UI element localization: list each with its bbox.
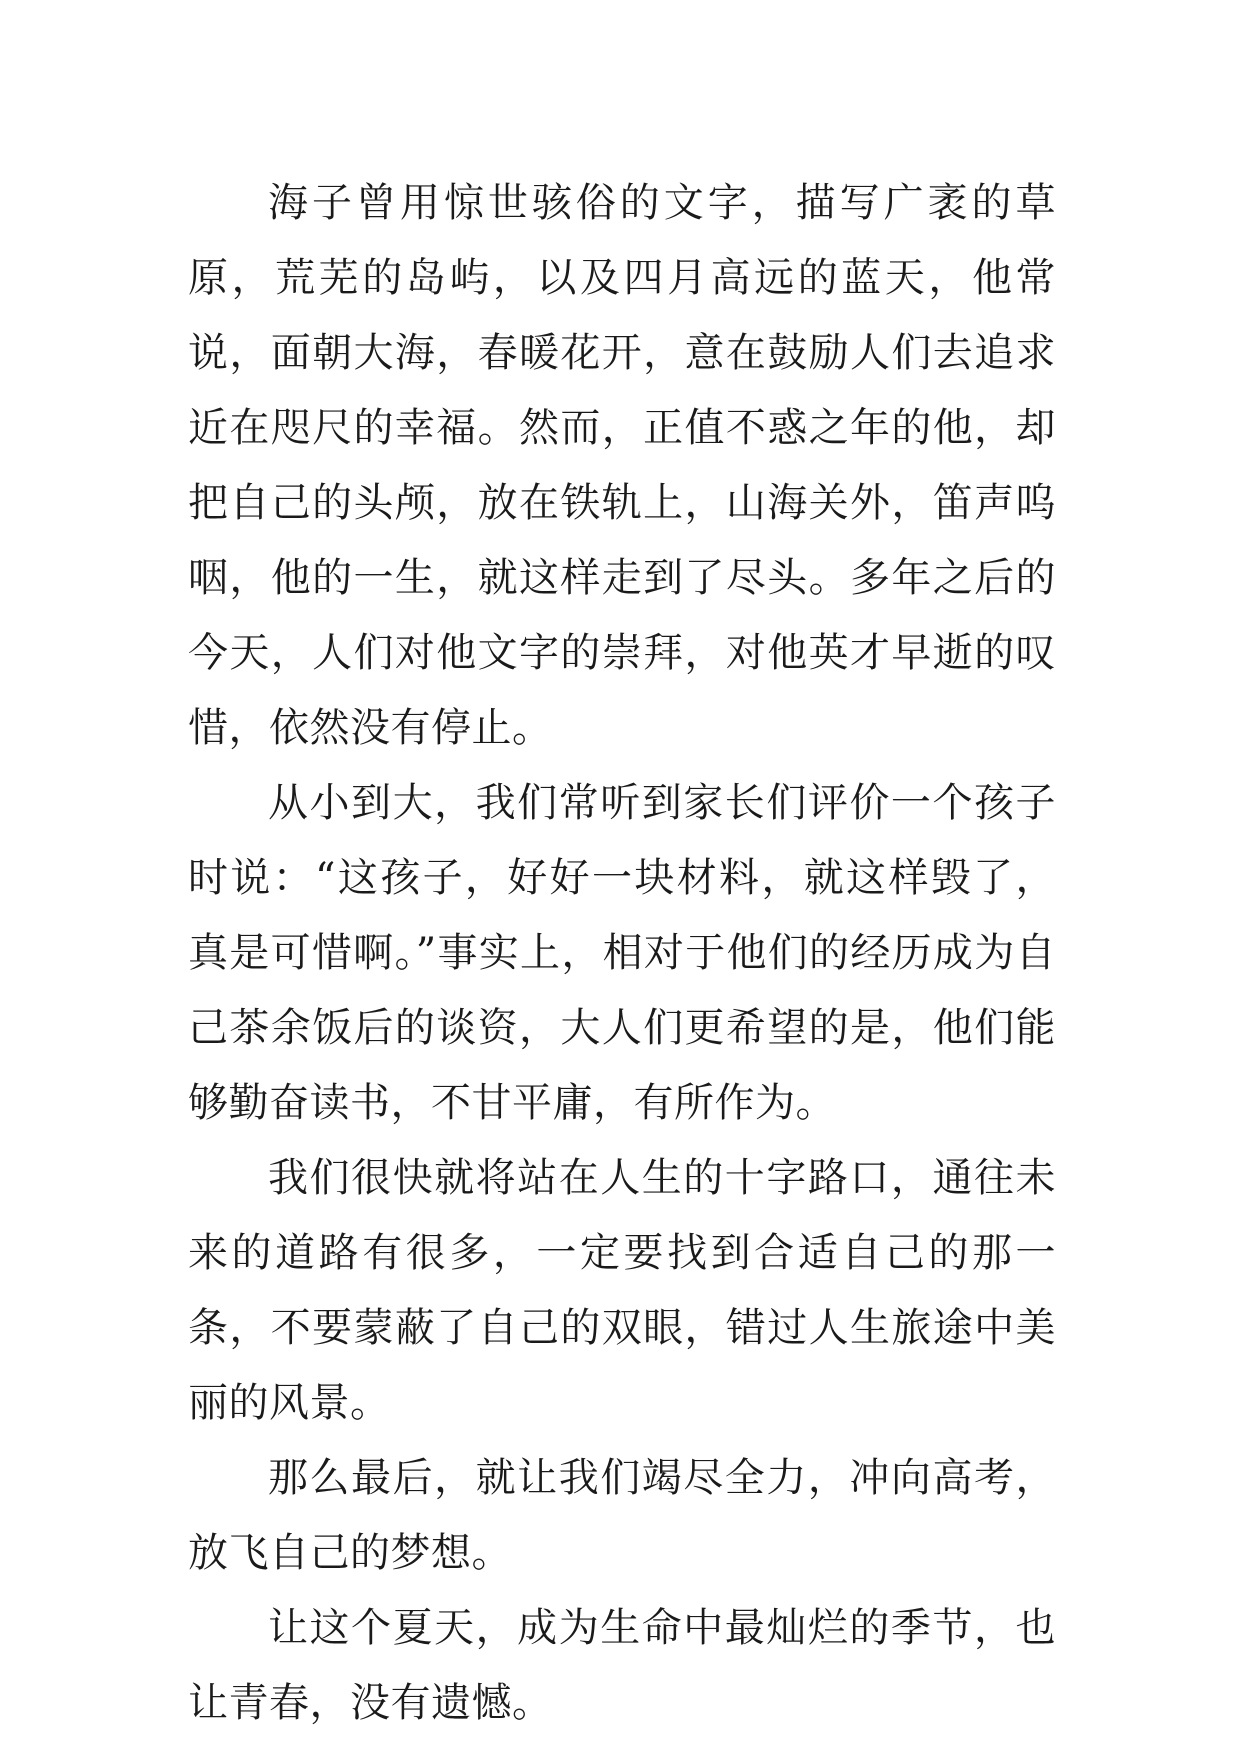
- paragraph-5: 让这个夏天，成为生命中最灿烂的季节，也让青春，没有遗憾。: [188, 1605, 1056, 1726]
- paragraph-1: 海子曾用惊世骇俗的文字，描写广袤的草原，荒芜的岛屿，以及四月高远的蓝天，他常说，面朝大海，春暖花开，意在鼓励人们去追求近在咫尺的幸福。然而，正值不惑之年的他，却把自己的头颅，放在铁轨上，山海关外，笛声呜咽，他的一生，就这样走到了尽头。多年之后的今天，人们对他文字的崇拜，对他英才早逝的叹惜，依然没有停止。: [188, 180, 1056, 751]
- paragraph-4: 那么最后，就让我们竭尽全力，冲向高考，放飞自己的梦想。: [188, 1455, 1056, 1576]
- paragraph-3: 我们很快就将站在人生的十字路口，通往未来的道路有很多，一定要找到合适自己的那一条，不要蒙蔽了自己的双眼，错过人生旅途中美丽的风景。: [188, 1155, 1056, 1426]
- body-text: [188, 166, 1056, 1741]
- paragraph-2: 从小到大，我们常听到家长们评价一个孩子时说：“这孩子，好好一块材料，就这样毁了，真是可惜啊。”事实上，相对于他们的经历成为自己茶余饭后的谈资，大人们更希望的是，他们能够勤奋读书，不甘平庸，有所作为。: [188, 780, 1056, 1126]
